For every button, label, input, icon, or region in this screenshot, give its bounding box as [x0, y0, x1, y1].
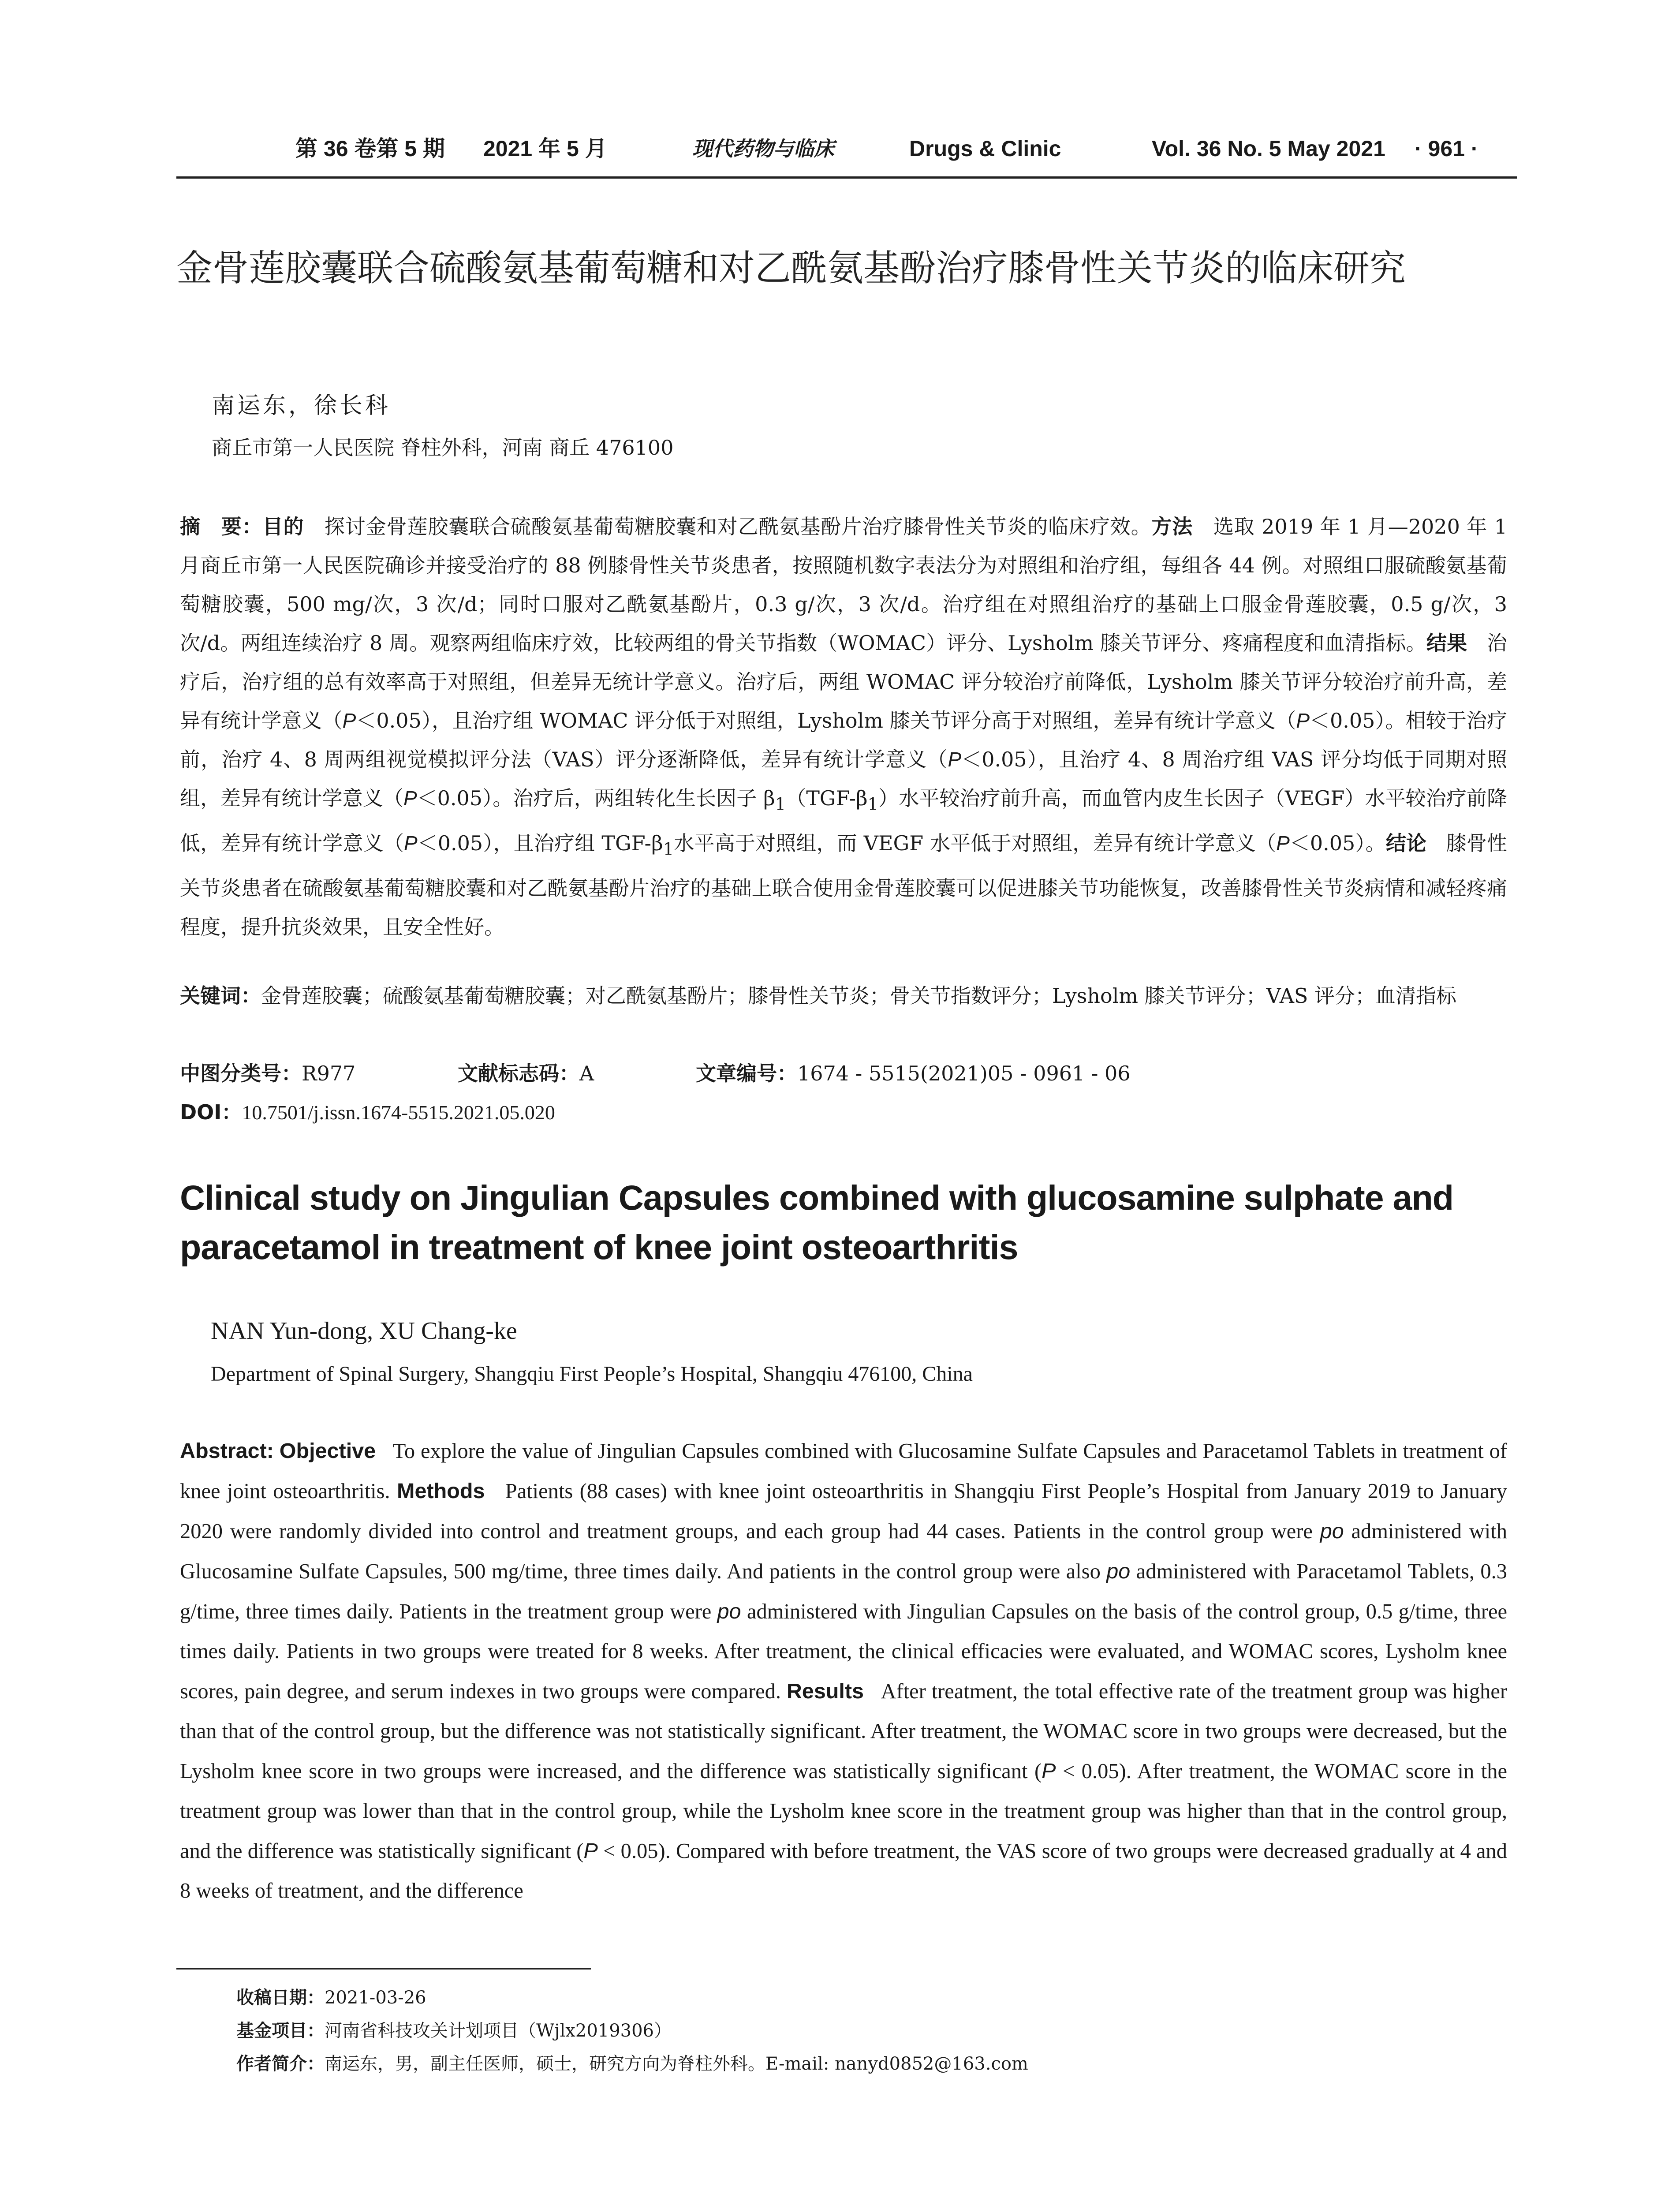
cn-conclusion-text: 膝骨性关节炎患者在硫酸氨基葡萄糖胶囊和对乙酰氨基酚片治疗的基础上联合使用金骨莲胶囊可以促进膝关节功能恢复，改善膝骨性关节炎病情和减轻疼痛程度，提升抗炎效果，且安全性好。 [180, 831, 1508, 939]
article-no-label: 文章编号： [696, 1061, 797, 1085]
cn-abstract [180, 507, 1507, 946]
po-abbrev: po [1106, 1559, 1131, 1583]
footnote-rule [176, 1968, 591, 1970]
cn-results-text: ＜0.05）。治疗后，两组转化生长因子 β [417, 786, 775, 810]
cn-keywords [180, 976, 1507, 1015]
footnote-author [236, 2048, 1028, 2079]
clc-value: R977 [302, 1061, 356, 1085]
en-results-label: Results [786, 1679, 864, 1703]
en-title: Clinical study on Jingulian Capsules combined with glucosamine sulphate and paracetamol in treatment of knee joint osteoarthritis [180, 1178, 1453, 1267]
subscript: 1 [867, 794, 879, 815]
cn-affiliation: 商丘市第一人民医院 脊柱外科，河南 商丘 476100 [212, 436, 674, 460]
cn-results-text: ＜0.05）。相较于治疗前，治疗 4、8 周两组视觉模拟评分法（VAS）评分逐渐降低，差异有统计学意义（ [180, 709, 1508, 771]
p-value-symbol: P [1296, 709, 1310, 732]
clc-label: 中图分类号： [180, 1061, 302, 1085]
en-results-text: < 0.05). After treatment, the WOMAC score in the treatment group was lower than that in the control group, while the Lysholm knee score in the treatment group was higher than that in the control group, and the difference was statistically significant ( [180, 1760, 1507, 1863]
en-methods-label: Methods [397, 1479, 485, 1503]
footnote-received [236, 1982, 426, 2013]
cn-objective-text: 探讨金骨莲胶囊联合硫酸氨基葡萄糖胶囊和对乙酰氨基酚片治疗膝骨性关节炎的临床疗效。 [324, 515, 1152, 538]
en-methods-text: administered with Jingulian Capsules on the basis of the control group, 0.5 g/time, three times daily. Patients in two groups were treated for 8 weeks. After treatment, the clinical efficacies were evaluated, and WOMAC scores, Lysholm knee scores, pain degree, and serum indexes in two groups were compared. [180, 1600, 1507, 1703]
doc-code-label: 文献标志码： [458, 1061, 579, 1085]
fund-text: 河南省科技攻关计划项目（Wjlx2019306） [325, 2021, 672, 2041]
cn-classification [180, 1054, 1507, 1093]
en-results-text: < 0.05). Compared with before treatment, the VAS score of two groups were decreased gradually at 4 and 8 weeks of treatment, and the difference [180, 1839, 1507, 1902]
footnote-fund [236, 2015, 672, 2046]
cn-results-text: ＜0.05）。 [1289, 831, 1386, 856]
fund-label: 基金项目： [236, 2021, 325, 2041]
cn-title: 金骨莲胶囊联合硫酸氨基葡萄糖和对乙酰氨基酚治疗膝骨性关节炎的临床研究 [176, 247, 1406, 289]
cn-results-text: 治疗后，治疗组的总有效率高于对照组，但差异无统计学意义。治疗后，两组 WOMAC 评分较治疗前降低，Lysholm 膝关节评分较治疗前升高，差异有统计学意义（ [180, 631, 1507, 733]
received-date: 2021-03-26 [325, 1988, 426, 2008]
en-authors: NAN Yun-dong, XU Chang-ke [211, 1317, 517, 1345]
subscript: 1 [775, 794, 786, 815]
p-value-symbol: P [404, 832, 418, 855]
p-value-symbol: P [1042, 1759, 1056, 1783]
header-journal-en: Drugs & Clinic [909, 136, 1061, 161]
header-rule [176, 176, 1517, 179]
header-date-cn: 2021 年 5 月 [483, 136, 607, 161]
doi-label: DOI： [180, 1100, 242, 1124]
cn-results-text: ＜0.05），且治疗组 TGF-β [417, 831, 663, 856]
cn-keywords-text: 金骨莲胶囊；硫酸氨基葡萄糖胶囊；对乙酰氨基酚片；膝骨性关节炎；骨关节指数评分；Lysholm 膝关节评分；VAS 评分；血清指标 [261, 984, 1457, 1008]
cn-results-text: （TGF-β [786, 786, 868, 810]
p-value-symbol: P [403, 787, 417, 810]
cn-abstract-label: 摘 要： [180, 515, 263, 538]
en-results-text: After treatment, the total effective rate of the treatment group was higher than that of the control group, but the difference was not statistically significant. After treatment, the WOMAC score in two groups were decreased, but the Lysholm knee score in two groups were increased, and the difference was statistically significant ( [180, 1680, 1508, 1783]
subscript: 1 [663, 839, 674, 860]
cn-methods-text: 选取 2019 年 1 月—2020 年 1 月商丘市第一人民医院确诊并接受治疗的 88 例膝骨性关节炎患者，按照随机数字表法分为对照组和治疗组，每组各 44 例。对照组口服硫酸氨基葡萄糖胶囊，500 mg/次，3 次/d；同时口服对乙酰氨基酚片，0.3 g/次，3 次/d。治疗组在对照组治疗的基础上口服金骨莲胶囊，0.5 g/次，3 次/d。两组连续治疗 8 周。观察两组临床疗效，比较两组的骨关节指数（WOMAC）评分、Lysholm 膝关节评分、疼痛程度和血清指标。 [180, 515, 1508, 655]
doi [180, 1093, 555, 1132]
p-value-symbol: P [1276, 832, 1290, 855]
en-methods-text: Patients (88 cases) with knee joint osteoarthritis in Shangqiu First People’s Hospital from January 2019 to January 2020 were randomly divided into control and treatment groups, and each group had 44 cases. Patients in the control group were [180, 1480, 1507, 1543]
en-abstract [180, 1431, 1507, 1911]
en-methods-text: administered with Paracetamol Tablets, 0.3 g/time, three times daily. Patients in the treatment group were [180, 1560, 1508, 1623]
received-label: 收稿日期： [236, 1988, 325, 2008]
po-abbrev: po [717, 1600, 741, 1623]
doc-code-value: A [579, 1061, 594, 1085]
article-no-value: 1674 - 5515(2021)05 - 0961 - 06 [797, 1061, 1131, 1085]
p-value-symbol: P [583, 1839, 598, 1863]
doi-value: 10.7501/j.issn.1674-5515.2021.05.020 [242, 1101, 555, 1124]
cn-authors: 南运东，徐长科 [212, 392, 391, 419]
header-journal-cn: 现代药物与临床 [692, 137, 834, 160]
cn-keywords-label: 关键词： [180, 984, 261, 1008]
author-bio-text: 南运东，男，副主任医师，硕士，研究方向为脊柱外科。E-mail: nanyd0852@163.com [325, 2054, 1028, 2074]
cn-methods-label: 方法 [1151, 515, 1193, 538]
running-header [176, 129, 1517, 168]
cn-results-text: ＜0.05），且治疗组 WOMAC 评分低于对照组，Lysholm 膝关节评分高于对照组，差异有统计学意义（ [356, 709, 1296, 733]
p-value-symbol: P [342, 709, 356, 732]
cn-results-text: 水平高于对照组，而 VEGF 水平低于对照组，差异有统计学意义（ [674, 831, 1277, 856]
author-bio-label: 作者简介： [236, 2054, 325, 2074]
header-page-number: · 961 · [1415, 136, 1478, 161]
cn-results-text: ）水平较治疗前升高，而血管内皮生长因子（VEGF）水平较治疗前降低，差异有统计学意义（ [180, 786, 1508, 856]
en-objective-text: To explore the value of Jingulian Capsules combined with Glucosamine Sulfate Capsules and Paracetamol Tablets in treatment of knee joint osteoarthritis. [180, 1439, 1508, 1503]
p-value-symbol: P [948, 748, 962, 771]
cn-results-label: 结果 [1426, 631, 1467, 655]
en-methods-text: administered with Glucosamine Sulfate Capsules, 500 mg/time, three times daily. And patients in the control group were also [180, 1520, 1508, 1583]
en-affiliation: Department of Spinal Surgery, Shangqiu First People’s Hospital, Shangqiu 476100, China [211, 1362, 973, 1386]
en-abstract-label: Abstract: [180, 1439, 274, 1463]
cn-conclusion-label: 结论 [1385, 831, 1427, 856]
cn-results-text: ＜0.05），且治疗 4、8 周治疗组 VAS 评分均低于同期对照组，差异有统计学意义（ [180, 747, 1508, 810]
header-volume-cn: 第 36 卷第 5 期 [295, 136, 445, 161]
en-objective-label: Objective [279, 1439, 376, 1463]
po-abbrev: po [1320, 1519, 1344, 1543]
header-volume-en: Vol. 36 No. 5 May 2021 [1152, 136, 1385, 161]
cn-objective-label: 目的 [262, 515, 304, 538]
